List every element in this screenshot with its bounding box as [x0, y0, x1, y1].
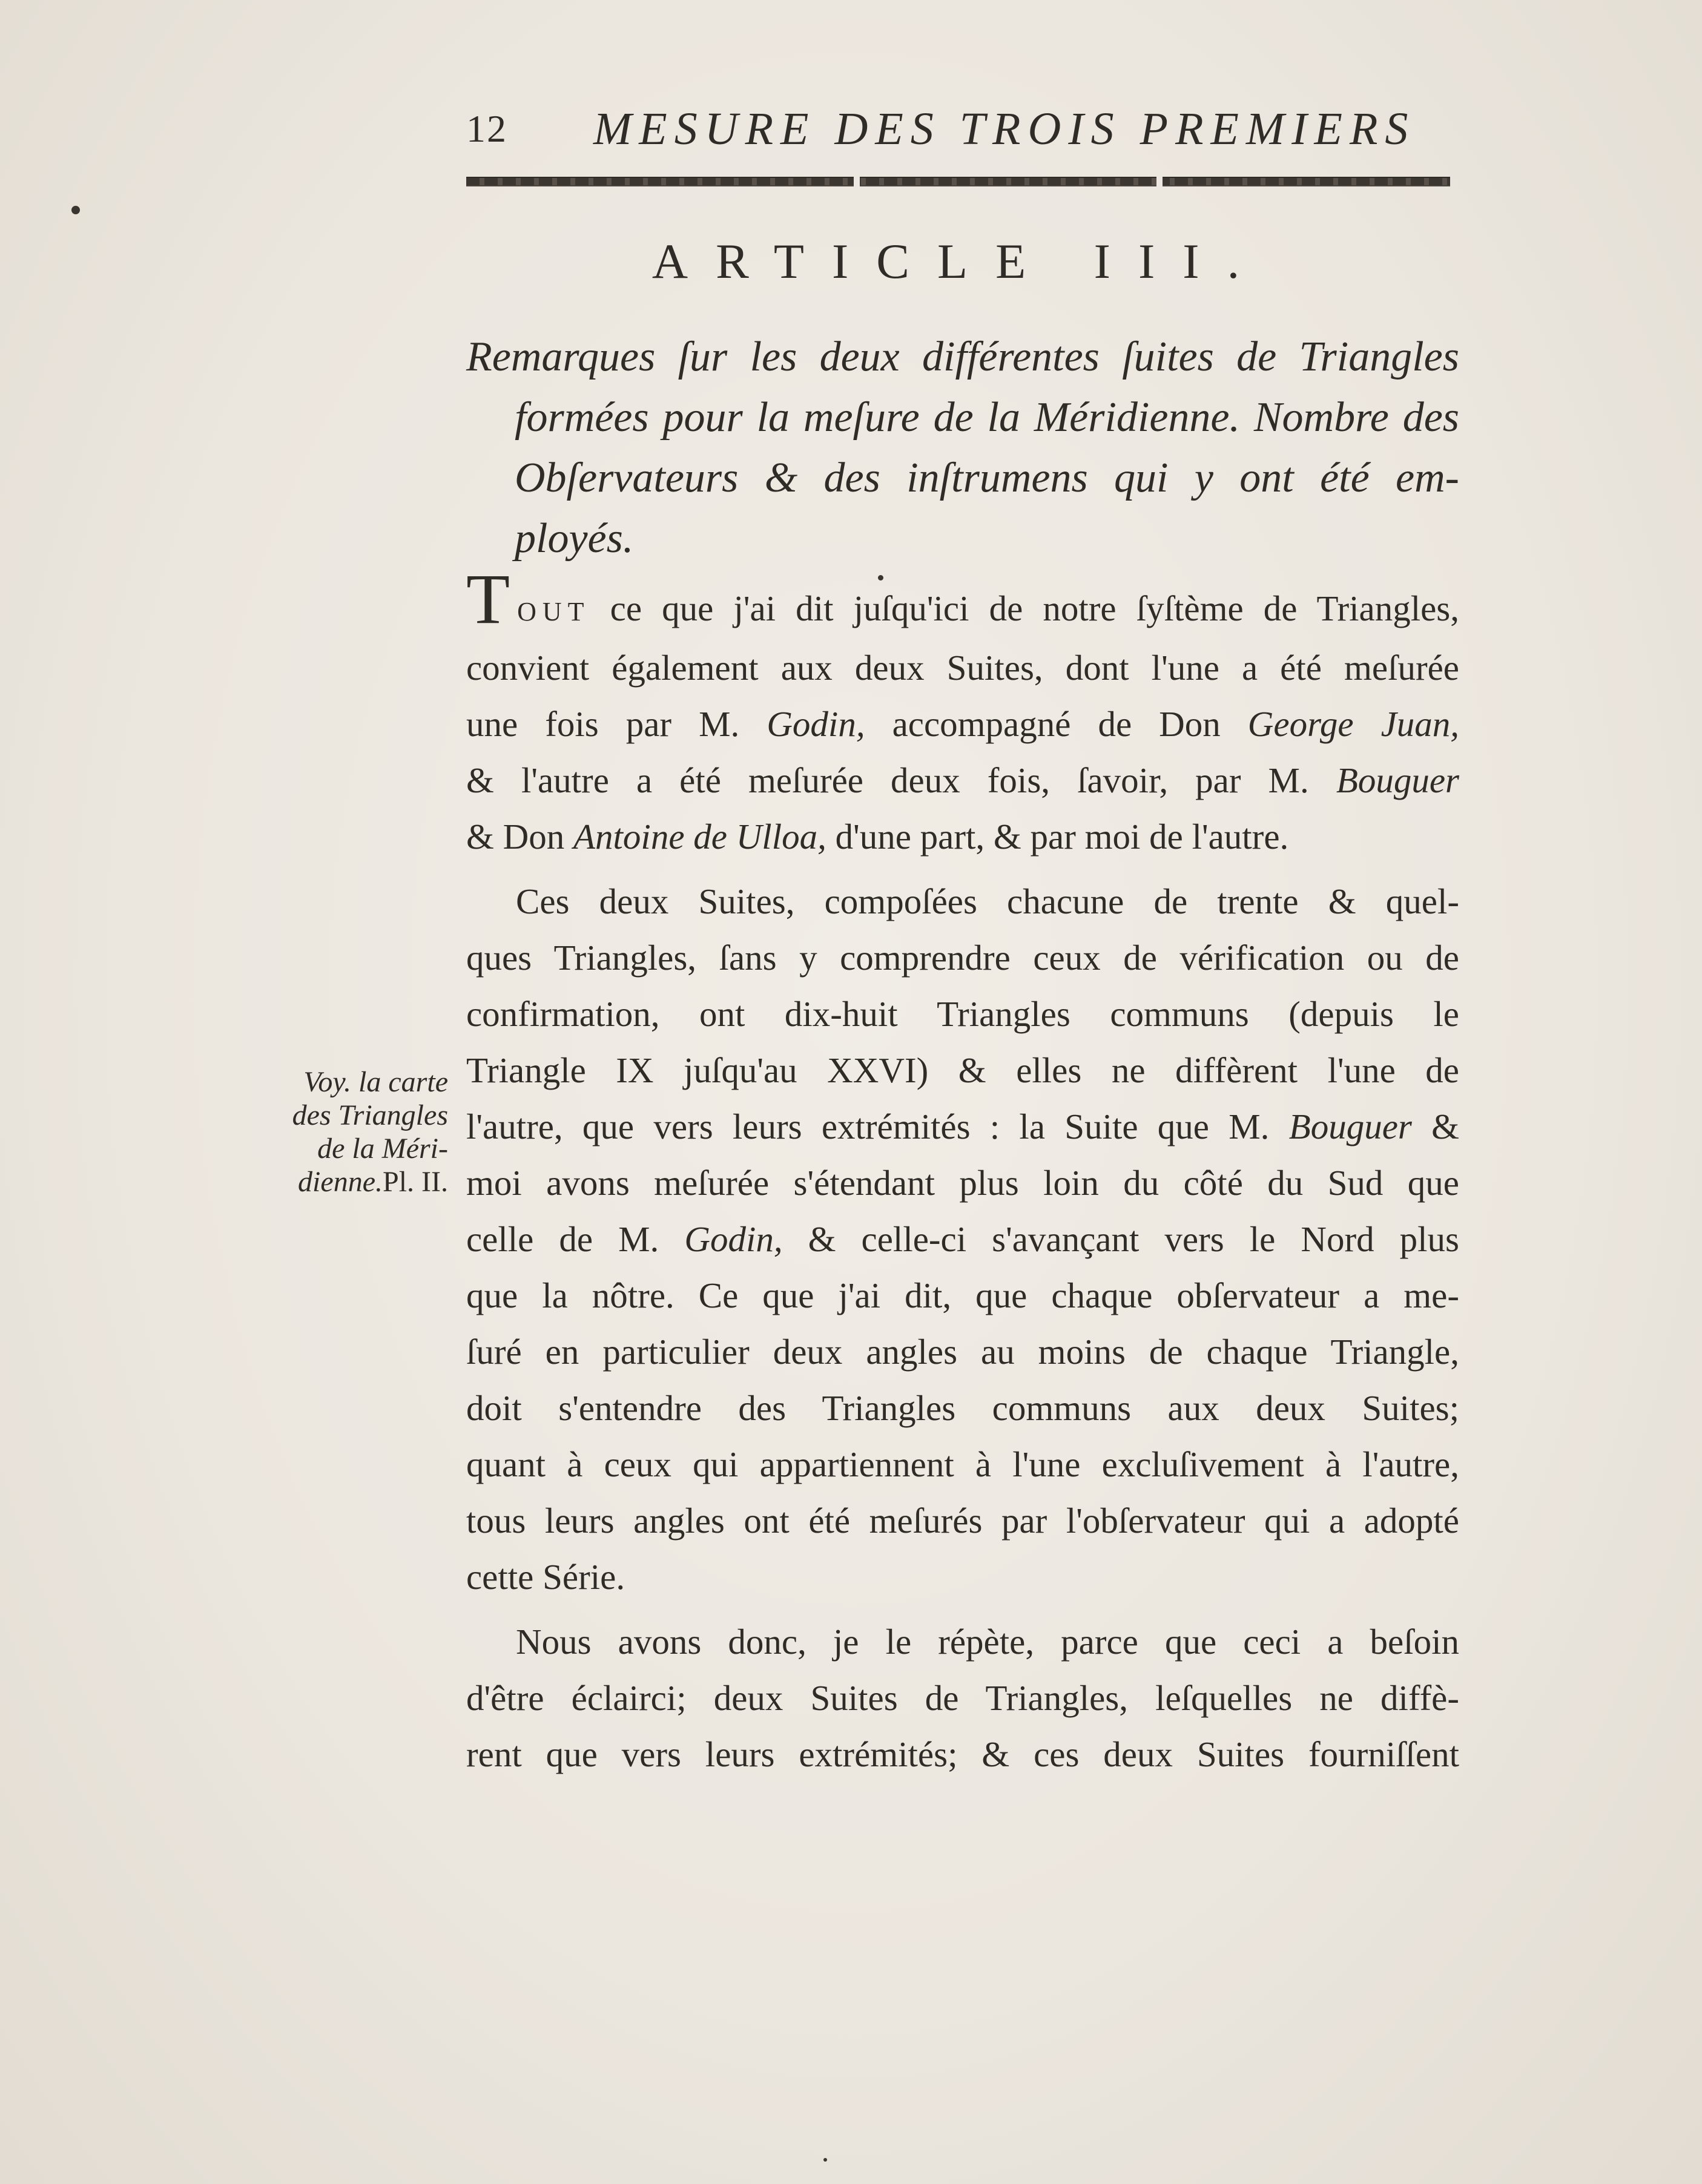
paragraph-3-line: d'être éclairci; deux Suites de Triangles, leſquelles ne diffè-: [466, 1678, 1459, 1718]
paper-speck: [823, 2158, 827, 2162]
text-run: l'autre, que vers leurs extrémités : la Suite que M.: [466, 1107, 1289, 1146]
person-name: Bouguer: [1288, 1107, 1412, 1146]
paragraph-2-line: confirmation, ont dix-huit Triangles communs (depuis le: [466, 994, 1459, 1034]
text-run: une fois par M.: [466, 704, 767, 744]
article-subtitle: [466, 327, 1459, 569]
paragraph-2-line: cette Série.: [466, 1557, 625, 1597]
person-name: George Juan,: [1247, 704, 1460, 744]
subtitle-line: Obſervateurs & des inſtrumens qui y ont été em-: [515, 455, 1459, 501]
rule-break: [1156, 177, 1163, 186]
article-heading: ARTICLE III.: [651, 234, 1268, 289]
margin-note-line: des Triangles: [292, 1099, 448, 1131]
subtitle-line: ployés.: [515, 515, 634, 562]
text-run: & Don: [466, 817, 573, 857]
paragraph-1-line-4: [466, 752, 1459, 809]
paragraph-2-line: quant à ceux qui appartiennent à l'une excluſivement à l'autre,: [466, 1444, 1459, 1484]
plate-reference: Pl. II.: [383, 1166, 448, 1198]
text-run: accompagné de Don: [865, 704, 1248, 744]
margin-note-line: de la Méri-: [317, 1133, 448, 1165]
person-name: Bouguer: [1336, 760, 1459, 800]
text-run: d'une part, & par moi de l'autre.: [826, 817, 1289, 857]
paragraph-1-line-1: [466, 559, 1460, 640]
paragraph-2-line: [466, 1211, 1459, 1268]
margin-note: [254, 1065, 448, 1199]
paragraph-1-line-5: [466, 809, 1459, 865]
paper-speck: [71, 206, 80, 214]
paragraph-2-line: ques Triangles, ſans y comprendre ceux de vérification ou de: [466, 938, 1459, 978]
paragraph-2-line: Triangle IX juſqu'au XXVI) & elles ne diffèrent l'une de: [466, 1050, 1459, 1090]
first-word: OUT: [517, 597, 590, 627]
running-title: MESURE DES TROIS PREMIERS: [593, 104, 1416, 154]
running-head: [466, 103, 1459, 157]
paragraph-3-line: Nous avons donc, je le répète, parce que ceci a beſoin: [516, 1622, 1459, 1662]
paragraph-2-line: que la nôtre. Ce que j'ai dit, que chaque obſervateur a me-: [466, 1275, 1459, 1315]
text-run: ce que j'ai dit juſqu'ici de notre ſyſtème de Triangles,: [610, 588, 1460, 628]
person-name: Godin,: [684, 1219, 783, 1259]
paragraph-2-line: Ces deux Suites, compoſées chacune de trente & quel-: [516, 881, 1459, 921]
margin-note-line: [254, 1165, 448, 1199]
subtitle-line: Remarques ſur les deux différentes ſuites de Triangles: [466, 334, 1459, 380]
paragraph-2-line: tous leurs angles ont été meſurés par l'obſervateur qui a adopté: [466, 1501, 1459, 1541]
margin-note-line: Voy. la carte: [303, 1066, 448, 1098]
text-run: & l'autre a été meſurée deux fois, ſavoir, par M.: [466, 760, 1336, 800]
person-name: Antoine de Ulloa,: [573, 817, 826, 857]
paragraph-2-line: moi avons meſurée s'étendant plus loin du côté du Sud que: [466, 1163, 1459, 1203]
text-run: dienne.: [298, 1166, 383, 1198]
paragraph-2-line: ſuré en particulier deux angles au moins de chaque Triangle,: [466, 1332, 1459, 1372]
paper-speck: [878, 575, 883, 581]
paragraph-3-line: rent que vers leurs extrémités; & ces deux Suites fourniſſent: [466, 1734, 1459, 1774]
page-number: 12: [466, 107, 507, 150]
person-name: Godin,: [767, 704, 865, 744]
body-text: [466, 559, 1460, 1783]
paragraph-2-line: doit s'entendre des Triangles communs aux deux Suites;: [466, 1388, 1459, 1428]
subtitle-line: formées pour la meſure de la Méridienne. Nombre des: [515, 394, 1459, 441]
paragraph-1-line-3: [466, 696, 1459, 752]
paragraph-2-line: [466, 1099, 1459, 1155]
text-run: & celle-ci s'avançant vers le Nord plus: [782, 1219, 1459, 1259]
drop-cap: T: [466, 559, 510, 639]
head-rule: [466, 177, 1450, 186]
text-run: &: [1411, 1107, 1459, 1146]
rule-break: [854, 177, 860, 186]
text-run: celle de M.: [466, 1219, 685, 1259]
paragraph-1-line-2: convient également aux deux Suites, dont l'une a été meſurée: [466, 648, 1459, 688]
